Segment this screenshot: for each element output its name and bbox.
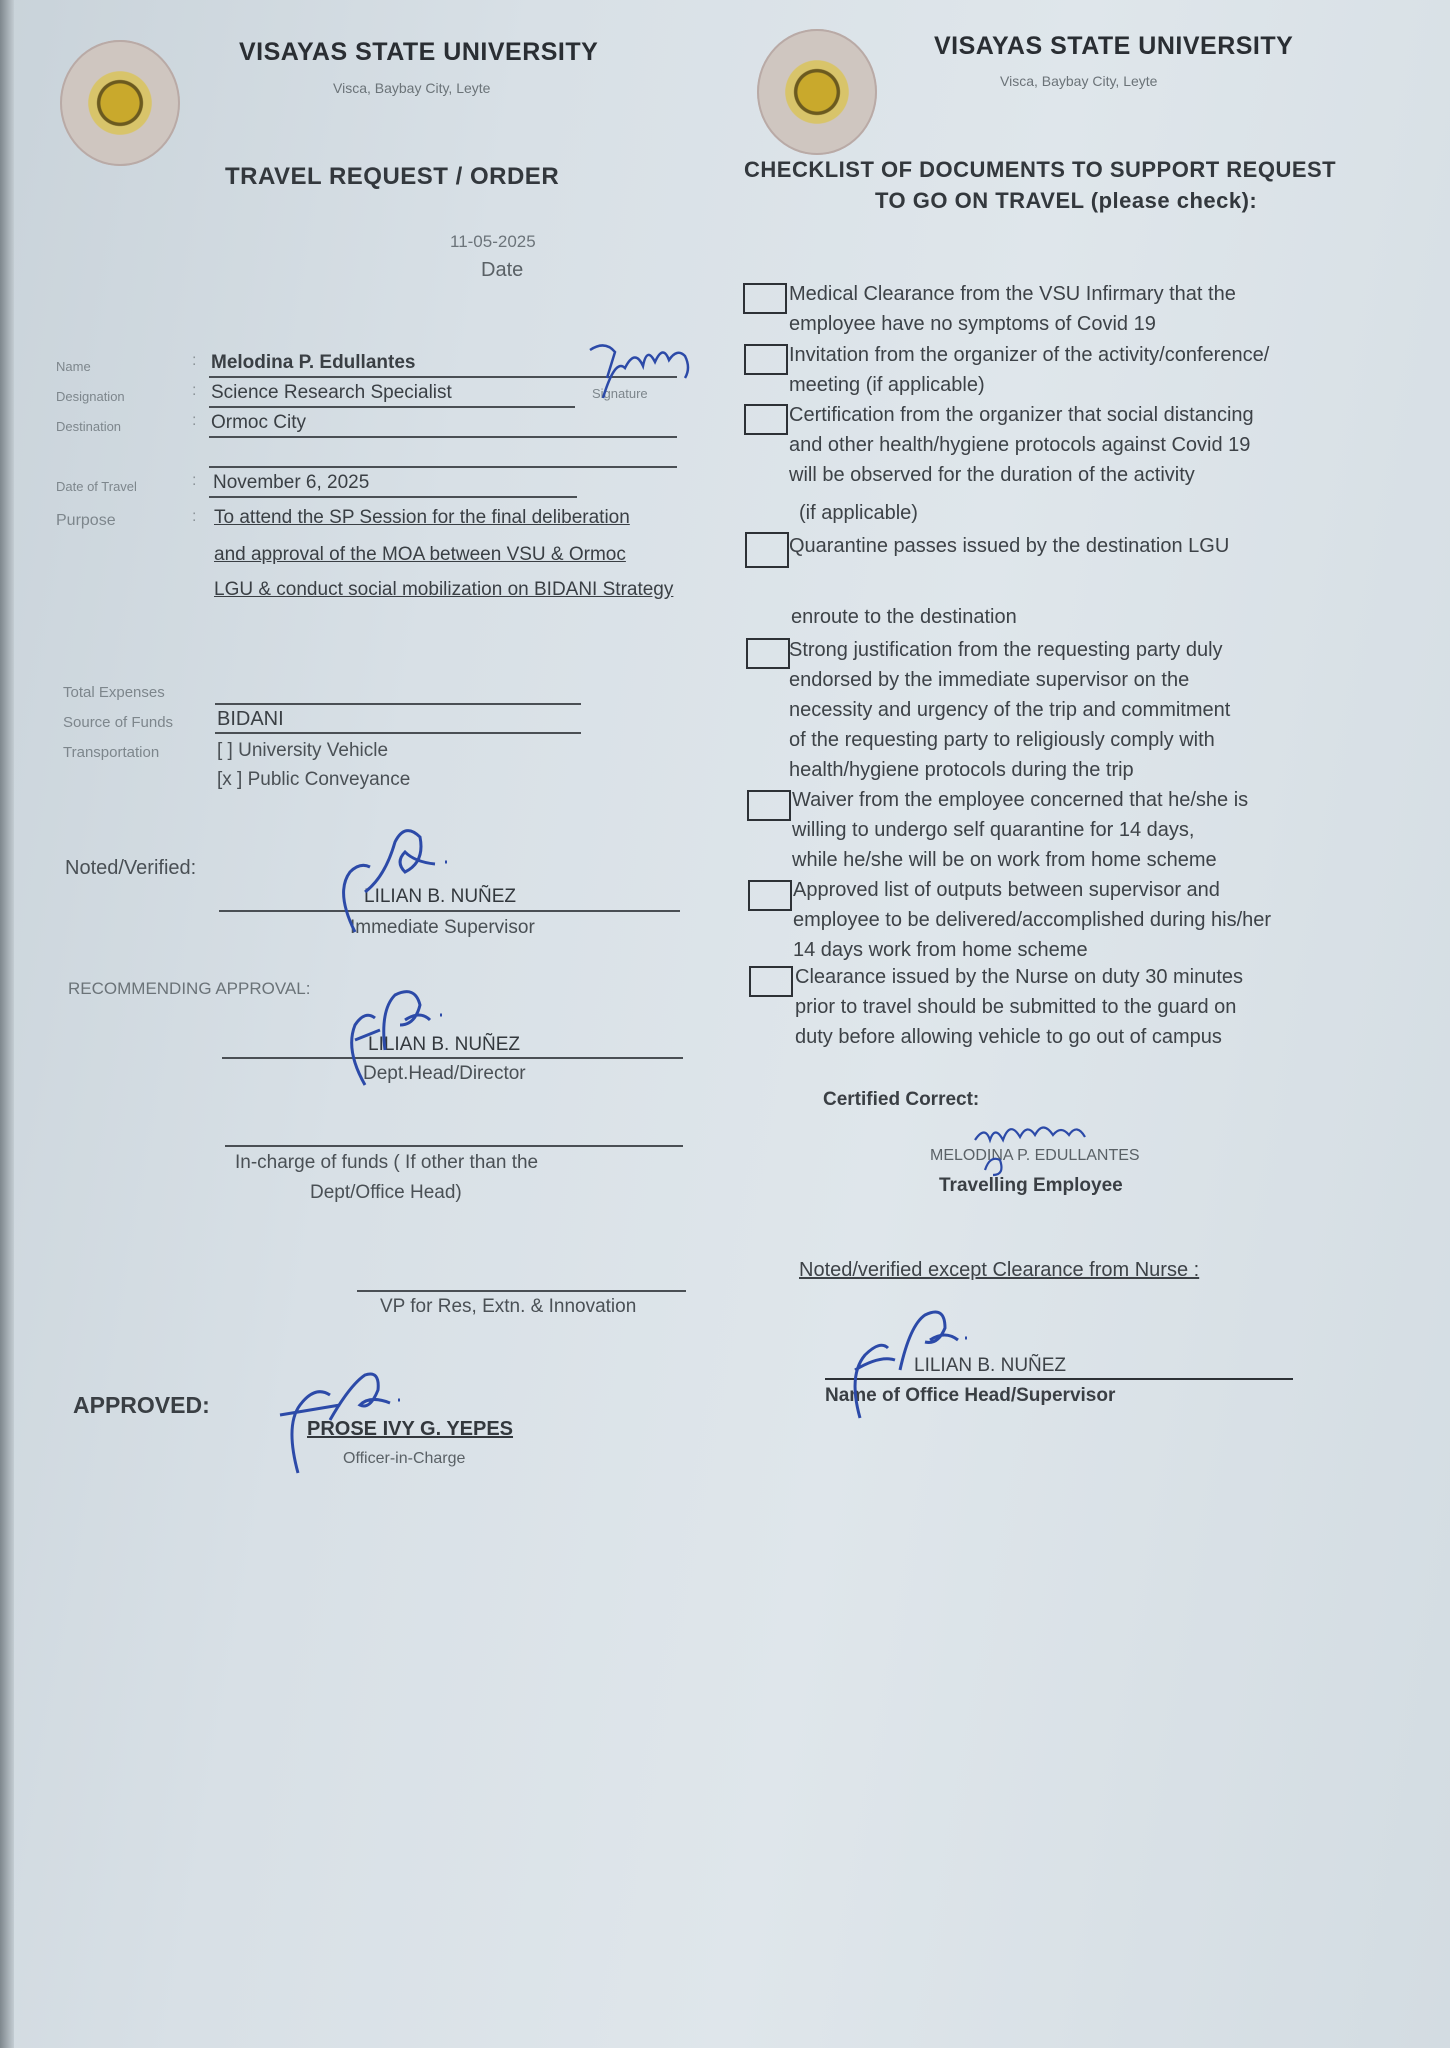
designation-label: Designation [56,389,125,404]
recommending-approval-label: RECOMMENDING APPROVAL: [68,979,311,998]
date-value: 11-05-2025 [450,232,536,251]
checkbox-nurse-clearance[interactable] [749,966,793,997]
noted-verified-label: Noted/Verified: [65,857,197,879]
colon: : [192,508,197,525]
source-of-funds-label: Source of Funds [63,714,174,731]
checklist-item-approved-outputs: Approved list of outputs between supervisor and employee to be delivered/accomplished during his/her 14 days work from home scheme [793,879,1272,961]
checkbox-waiver[interactable] [747,790,791,821]
checklist-title: CHECKLIST OF DOCUMENTS TO SUPPORT REQUEST [744,157,1337,182]
checklist-item-invitation: Invitation from the organizer of the activity/conference/ meeting (if applicable) [789,344,1270,396]
vp-title: VP for Res, Extn. & Innovation [380,1296,637,1317]
date-of-travel-label: Date of Travel [56,479,137,494]
checkbox-strong-justification[interactable] [746,638,790,669]
colon: : [192,352,197,369]
date-of-travel-value: November 6, 2025 [213,472,370,493]
colon: : [192,382,197,399]
checklist-item-waiver: Waiver from the employee concerned that he/she is willing to undergo self quarantine for 14 days, while he/she will be on work from home scheme [792,789,1249,871]
date-label: Date [481,259,524,281]
transport-public-conveyance: [x ] Public Conveyance [217,769,411,790]
office-head-title: Name of Office Head/Supervisor [825,1385,1116,1406]
university-name: VISAYAS STATE UNIVERSITY [934,32,1294,60]
checklist-item-medical-clearance: Medical Clearance from the VSU Infirmary that the employee have no symptoms of Covid 19 [789,283,1236,335]
scan-edge [0,0,14,2048]
funds-label-1: In-charge of funds ( If other than the [235,1152,539,1173]
funds-label-2: Dept/Office Head) [310,1182,462,1203]
vp-sign-line [357,1290,686,1292]
transportation-label: Transportation [63,744,160,761]
form-title: TRAVEL REQUEST / ORDER [225,163,560,190]
designation-line [209,406,575,408]
employee-signature [585,338,700,408]
purpose-line-1: To attend the SP Session for the final deliberation [214,507,630,528]
dept-head-signature [325,980,465,1090]
university-address: Visca, Baybay City, Leyte [1000,73,1158,89]
checklist-title-2: TO GO ON TRAVEL (please check): [875,188,1258,213]
checklist-item-strong-justification: Strong justification from the requesting party duly endorsed by the immediate supervisor on the necessity and urgency of the trip and commitment of the requesting party to religiously comply with health/hygiene protocols during the trip [789,639,1231,781]
checkbox-medical-clearance[interactable] [743,283,787,314]
signature-label: Signature [592,386,648,401]
checkbox-invitation[interactable] [744,344,788,375]
name-value: Melodina P. Edullantes [211,352,416,373]
employee-title: Travelling Employee [939,1175,1123,1196]
purpose-label: Purpose [56,512,116,529]
transport-university-vehicle: [ ] University Vehicle [217,740,389,761]
date-of-travel-line [209,496,577,498]
purpose-line-2: and approval of the MOA between VSU & Ormoc [214,544,626,565]
approver-name: PROSE IVY G. YEPES [307,1418,514,1440]
checklist-item-nurse-clearance: Clearance issued by the Nurse on duty 30 minutes prior to travel should be submitted to the guard on duty before allowing vehicle to go out of campus [795,966,1244,1048]
checklist-item-quarantine-passes: Quarantine passes issued by the destination LGU [789,535,1230,557]
dept-head-name: LILIAN B. NUÑEZ [368,1034,521,1055]
destination-line-2 [209,466,677,468]
office-head-name: LILIAN B. NUÑEZ [914,1355,1067,1376]
approver-signature [270,1365,450,1475]
approved-label: APPROVED: [73,1392,210,1418]
funds-sign-line [225,1145,683,1147]
supervisor-name: LILIAN B. NUÑEZ [364,886,517,907]
colon: : [192,472,197,489]
university-seal-logo [757,29,877,155]
supervisor-signature [325,822,465,942]
checkbox-quarantine-passes[interactable] [745,532,789,568]
supervisor-title: Immediate Supervisor [350,917,535,938]
university-name: VISAYAS STATE UNIVERSITY [239,38,599,66]
checklist-item-certification: Certification from the organizer that social distancing and other health/hygiene protocols against Covid 19 will be observed for the duration of the activity [789,404,1254,486]
purpose-line-3: LGU & conduct social mobilization on BIDANI Strategy [214,579,674,600]
destination-line [209,436,677,438]
colon: : [192,412,197,429]
checkbox-certification[interactable] [744,404,788,435]
source-of-funds-line [215,732,581,734]
certified-correct-label: Certified Correct: [823,1089,980,1110]
dept-head-title: Dept.Head/Director [363,1063,526,1084]
total-expenses-line [215,703,581,705]
noted-except-nurse: Noted/verified except Clearance from Nurse : [799,1259,1200,1281]
checkbox-approved-outputs[interactable] [748,880,792,911]
employee-name: MELODINA P. EDULLANTES [930,1147,1140,1164]
total-expenses-label: Total Expenses [63,684,165,701]
if-applicable-note: (if applicable) [799,502,918,524]
destination-value: Ormoc City [211,412,306,433]
source-of-funds-value: BIDANI [217,708,284,730]
approver-title: Officer-in-Charge [343,1450,466,1467]
designation-value: Science Research Specialist [211,382,452,403]
destination-label: Destination [56,419,122,434]
university-address: Visca, Baybay City, Leyte [333,80,491,96]
university-seal-logo [60,40,180,166]
enroute-note: enroute to the destination [791,606,1017,628]
name-label: Name [56,359,91,374]
employee-certified-signature [965,1115,1125,1185]
office-head-signature [840,1300,1010,1420]
